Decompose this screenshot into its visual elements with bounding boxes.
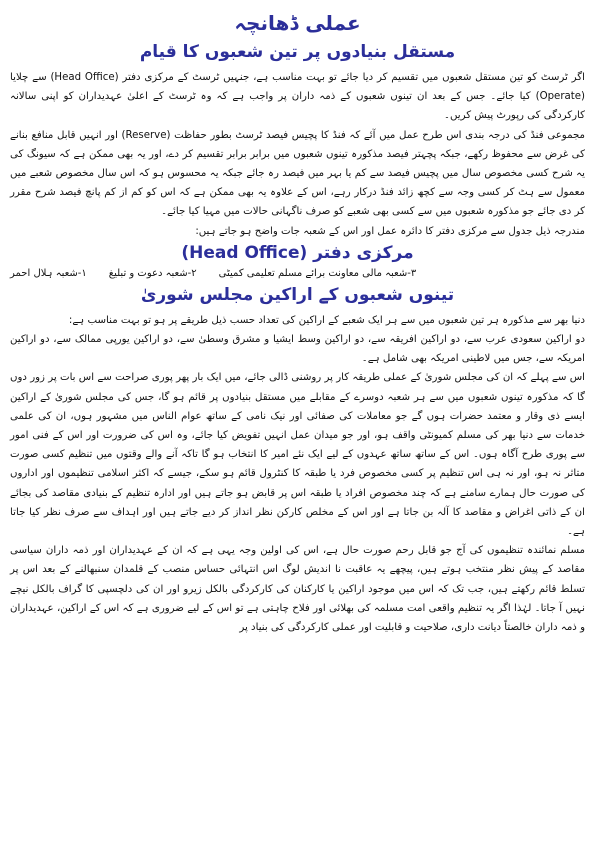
department-item-financial-aid: ۳-شعبہ مالی معاونت برائے مسلم تعلیمی کمیٹی <box>218 267 417 279</box>
section-heading-permanent-departments: مستقل بنیادوں پر تین شعبوں کا قیام <box>139 42 456 62</box>
paragraph-fund-allocation: مجموعی فنڈ کی درجہ بندی اس طرح عمل میں آئے کہ فنڈ کا پچیس فیصد ٹرسٹ بطور حفاظت (Reserve) اور انہیں قابل منافع بنانے کی غرض سے محفوظ رکھے، جبکہ پچہتر فیصد مذکورہ تینوں شعبوں میں برابر برابر تقسیم کر دے، اور یہ بھی ممکن ہے کہ سیونگ کی یہ شرح کسی مخصوص سال میں پچیس فیصد سے کم یا بہر میں فیصد رہ جائے جبکہ یہ محسوس ہو کہ اس سال مخصوص شعبے میں معمول سے ہٹ کر کسی وجہ سے کچھ زائد فنڈ درکار رہے، اس کے علاوہ یہ بھی ممکن ہے کہ اس کو کم از کم پانچ فیصد شرح مقرر کر دی جائے جو مذکورہ شعبوں میں سے کسی بھی شعبے کو صرف ناگہانی حالات میں مہیا کیا جائے۔ <box>10 129 585 218</box>
department-item-dawah: ۲-شعبہ دعوت و تبلیغ <box>108 267 197 279</box>
page-title: عملی ڈھانچہ <box>234 11 361 35</box>
paragraph-members-regions: دو اراکین سعودی عرب سے، دو اراکین افریقہ سے، دو اراکین وسط ایشیا و مشرق وسطیٰ سے، دو اراکین یورپی ممالک سے، دو اراکین امریکہ سے، جس میں لاطینی امریکہ بھی شامل ہے۔ <box>10 334 585 365</box>
paragraph-shura-procedure: اس سے پہلے کہ ان کی مجلس شوریٰ کے عملی طریقہ کار پر روشنی ڈالی جائے، میں ایک بار پھر پوری صراحت سے اس بات پر زور دوں گا کہ مذکورہ تینوں شعبوں میں سے ہر شعبہ دوسرے کے مقابلے میں مستقل بنیادوں پر قائم ہو گا، جس کی مجلس شوریٰ کے اراکین ایسے ذی وقار و معتمد حضرات ہوں گے جو معاملات کی صفائی اور نیک نامی کے ساتھ عوام الناس میں مشہور ہوں، ان کی علمی خدمات سے دنیا بھر کی مسلم کمیونٹی واقف ہو، اور جو میدان عمل انہیں تفویض کیا جائے، وہ اس کی ضرورت اور اس کے فنی امور سے پوری طرح آگاہ ہوں۔ اس کے ساتھ ساتھ عہدوں کے لیے ایک نئے امیر کا انتخاب ہو گا تاکہ آنے والے وقتوں میں تنظیم کسی صورت متاثر نہ ہو، اور نہ ہی اس تنظیم پر کسی مخصوص فرد یا طبقہ کا کنٹرول قائم ہو سکے، جیسے کہ اکثر اسلامی تنظیموں اور اداروں کی صورت حال ہمارے سامنے ہے کہ چند مخصوص افراد یا طبقہ اس پر قابض ہو جاتے ہیں اور ادارہ تنظیم کے بنیادی مقاصد کی بجائے ان کے ذاتی اغراض و مقاصد کا آلہ بن جاتا ہے اور اس کے مخلص کارکن نظر انداز کر دیے جاتے ہیں اور اہداف سے صرف نظر کیا جاتا ہے۔ <box>10 372 585 538</box>
paragraph-trust-division: اگر ٹرسٹ کو تین مستقل شعبوں میں تقسیم کر دیا جائے تو بہت مناسب ہے، جنہیں ٹرسٹ کے مرکزی دفتر (Head Office) سے چلایا (Operate) کیا جائے۔ جس کے بعد ان تینوں شعبوں کے ذمہ داران پر واجب ہے کہ وہ ٹرسٹ کے اعلیٰ عہدیداران کو اپنی سالانہ کارکردگی کی رپورٹ پیش کریں۔ <box>10 72 585 122</box>
paragraph-table-intro: مندرجہ ذیل جدول سے مرکزی دفتر کا دائرہ عمل اور اس کے شعبہ جات واضح ہو جاتے ہیں: <box>195 225 585 237</box>
head-office-heading-english: (Head Office) <box>181 242 308 263</box>
section-heading-shura-members: تینوں شعبوں کے اراکین مجلس شوریٰ <box>140 284 455 305</box>
paragraph-members-intro: دنیا بھر سے مذکورہ ہر تین شعبوں میں سے ہر ایک شعبے کے اراکین کی تعداد حسب ذیل طریقے پر ہو تو بہت مناسب ہے: <box>68 314 585 326</box>
section-heading-head-office <box>10 241 585 265</box>
departments-list <box>10 265 585 283</box>
head-office-heading-urdu: مرکزی دفتر <box>313 242 414 263</box>
department-item-red-crescent: ۱-شعبہ ہلال احمر <box>10 267 87 279</box>
paragraph-organization-condition: مسلم نمائندہ تنظیموں کی آج جو قابل رحم صورت حال ہے، اس کی اولین وجہ یہی ہے کہ ان کے عہدیداران اور ذمہ داران سیاسی مقاصد کے پیش نظر منتخب ہوتے ہیں، پیچھے یہ عاقبت نا اندیش لوگ اس انتہائی حساس منصب کے قلمدان سنبھالنے کے بعد اس پر تسلط قائم رکھتے ہیں، جب تک کہ اس میں موجود اراکین یا کارکنان کی کارکردگی بالکل زیرو اور ان کی دلچسپی کا گراف بالکل نیچے نہیں آ جاتا۔ لہٰذا اگر یہ تنظیم واقعی امت مسلمہ کی بھلائی اور فلاح چاہتی ہے تو اس کے لیے ضروری ہے کہ اس کے اراکین، عہدیداران و ذمہ داران خالصتاً دیانت داری، صلاحیت و قابلیت اور عملی کارکردگی کی بنیاد پر <box>10 545 585 634</box>
